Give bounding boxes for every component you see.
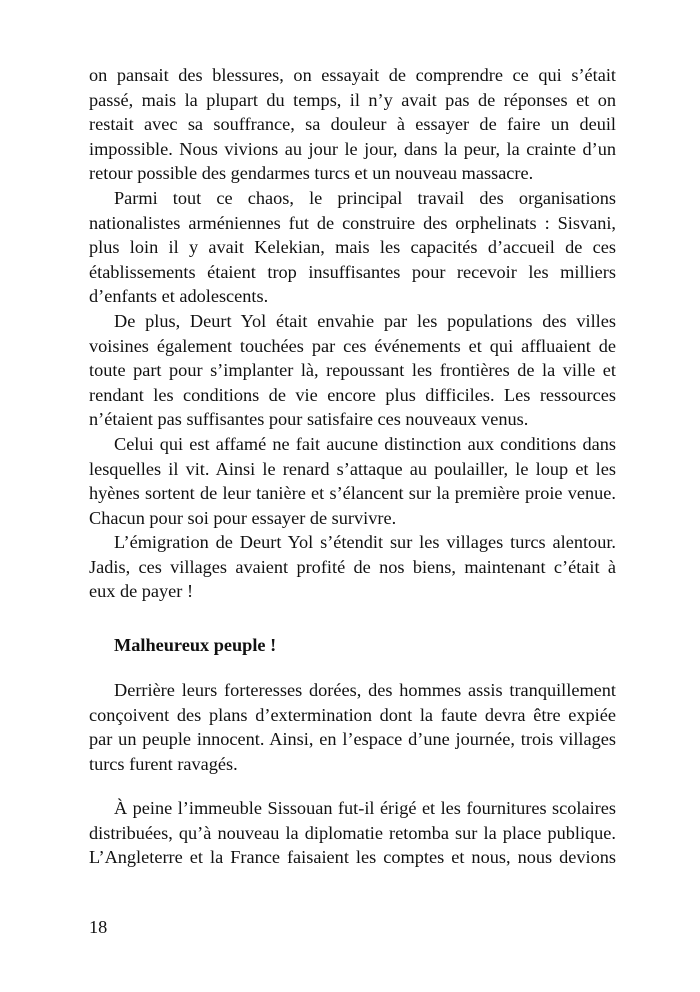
text-line: turcs furent ravagés. — [89, 753, 238, 774]
text-line: rendant les conditions de vie encore plus difficiles. Les ressources — [89, 384, 616, 405]
text-block-3 — [89, 796, 616, 870]
text-line: voisines également touchées par ces événements et qui affluaient de — [89, 335, 616, 356]
text-line: À peine l’immeuble Sissouan fut-il érigé et les fournitures scolaires — [114, 798, 616, 818]
text-line: conçoivent des plans d’extermination dont la faute devra être expiée — [89, 704, 616, 725]
text-block-2 — [89, 678, 616, 776]
text-line: passé, mais la plupart du temps, il n’y avait pas de réponses et on — [89, 89, 616, 110]
text-line: retour possible des gendarmes turcs et un nouveau massacre. — [89, 163, 534, 184]
text-line: L’émigration de Deurt Yol s’étendit sur les villages turcs alentour. — [114, 532, 616, 553]
text-line: d’enfants et adolescents. — [89, 286, 269, 307]
text-line: toute part pour s’implanter là, repoussant les frontières de la ville et — [89, 360, 616, 381]
section-heading: Malheureux peuple ! — [114, 635, 277, 655]
text-line: De plus, Deurt Yol était envahie par les populations des villes — [114, 310, 616, 331]
paragraph — [89, 309, 616, 432]
text-line: Derrière leurs forteresses dorées, des hommes assis tranquillement — [114, 680, 616, 700]
text-line: Chacun pour soi pour essayer de survivre. — [89, 507, 397, 528]
paragraph — [89, 432, 616, 530]
text-block-1 — [89, 63, 616, 604]
text-line: établissements étaient trop insuffisantes pour recevoir les milliers — [89, 261, 616, 282]
text-line: Jadis, ces villages avaient profité de nos biens, maintenant c’était à — [89, 556, 616, 577]
text-line: impossible. Nous vivions au jour le jour, dans la peur, la crainte d’un — [89, 138, 616, 159]
text-line: distribuées, qu’à nouveau la diplomatie retomba sur la place publique. — [89, 822, 616, 843]
text-line: par un peuple innocent. Ainsi, en l’espace d’une journée, trois villages — [89, 729, 616, 750]
text-line: restait avec sa souffrance, sa douleur à essayer de faire un deuil — [89, 114, 616, 135]
paragraph — [89, 63, 616, 186]
paragraph — [89, 678, 616, 776]
text-line: hyènes sortent de leur tanière et s’élancent sur la première proie venue. — [89, 483, 616, 504]
paragraph — [89, 796, 616, 870]
text-line: Parmi tout ce chaos, le principal travail des organisations — [114, 187, 616, 208]
text-line: Celui qui est affamé ne fait aucune distinction aux conditions dans — [114, 433, 616, 454]
text-line: plus loin il y avait Kelekian, mais les capacités d’accueil de ces — [89, 237, 616, 258]
text-line: n’étaient pas suffisantes pour satisfaire ces nouveaux venus. — [89, 409, 529, 430]
paragraph — [89, 186, 616, 309]
text-line: nationalistes arméniennes fut de construire des orphelinats : Sisvani, — [89, 212, 616, 233]
text-line: lesquelles il vit. Ainsi le renard s’attaque au poulailler, le loup et les — [89, 458, 616, 479]
text-line: L’Angleterre et la France faisaient les comptes et nous, nous devions — [89, 847, 616, 868]
text-line: eux de payer ! — [89, 581, 194, 602]
paragraph — [89, 530, 616, 604]
page-number: 18 — [89, 917, 108, 937]
text-line: on pansait des blessures, on essayait de comprendre ce qui s’était — [89, 65, 616, 85]
